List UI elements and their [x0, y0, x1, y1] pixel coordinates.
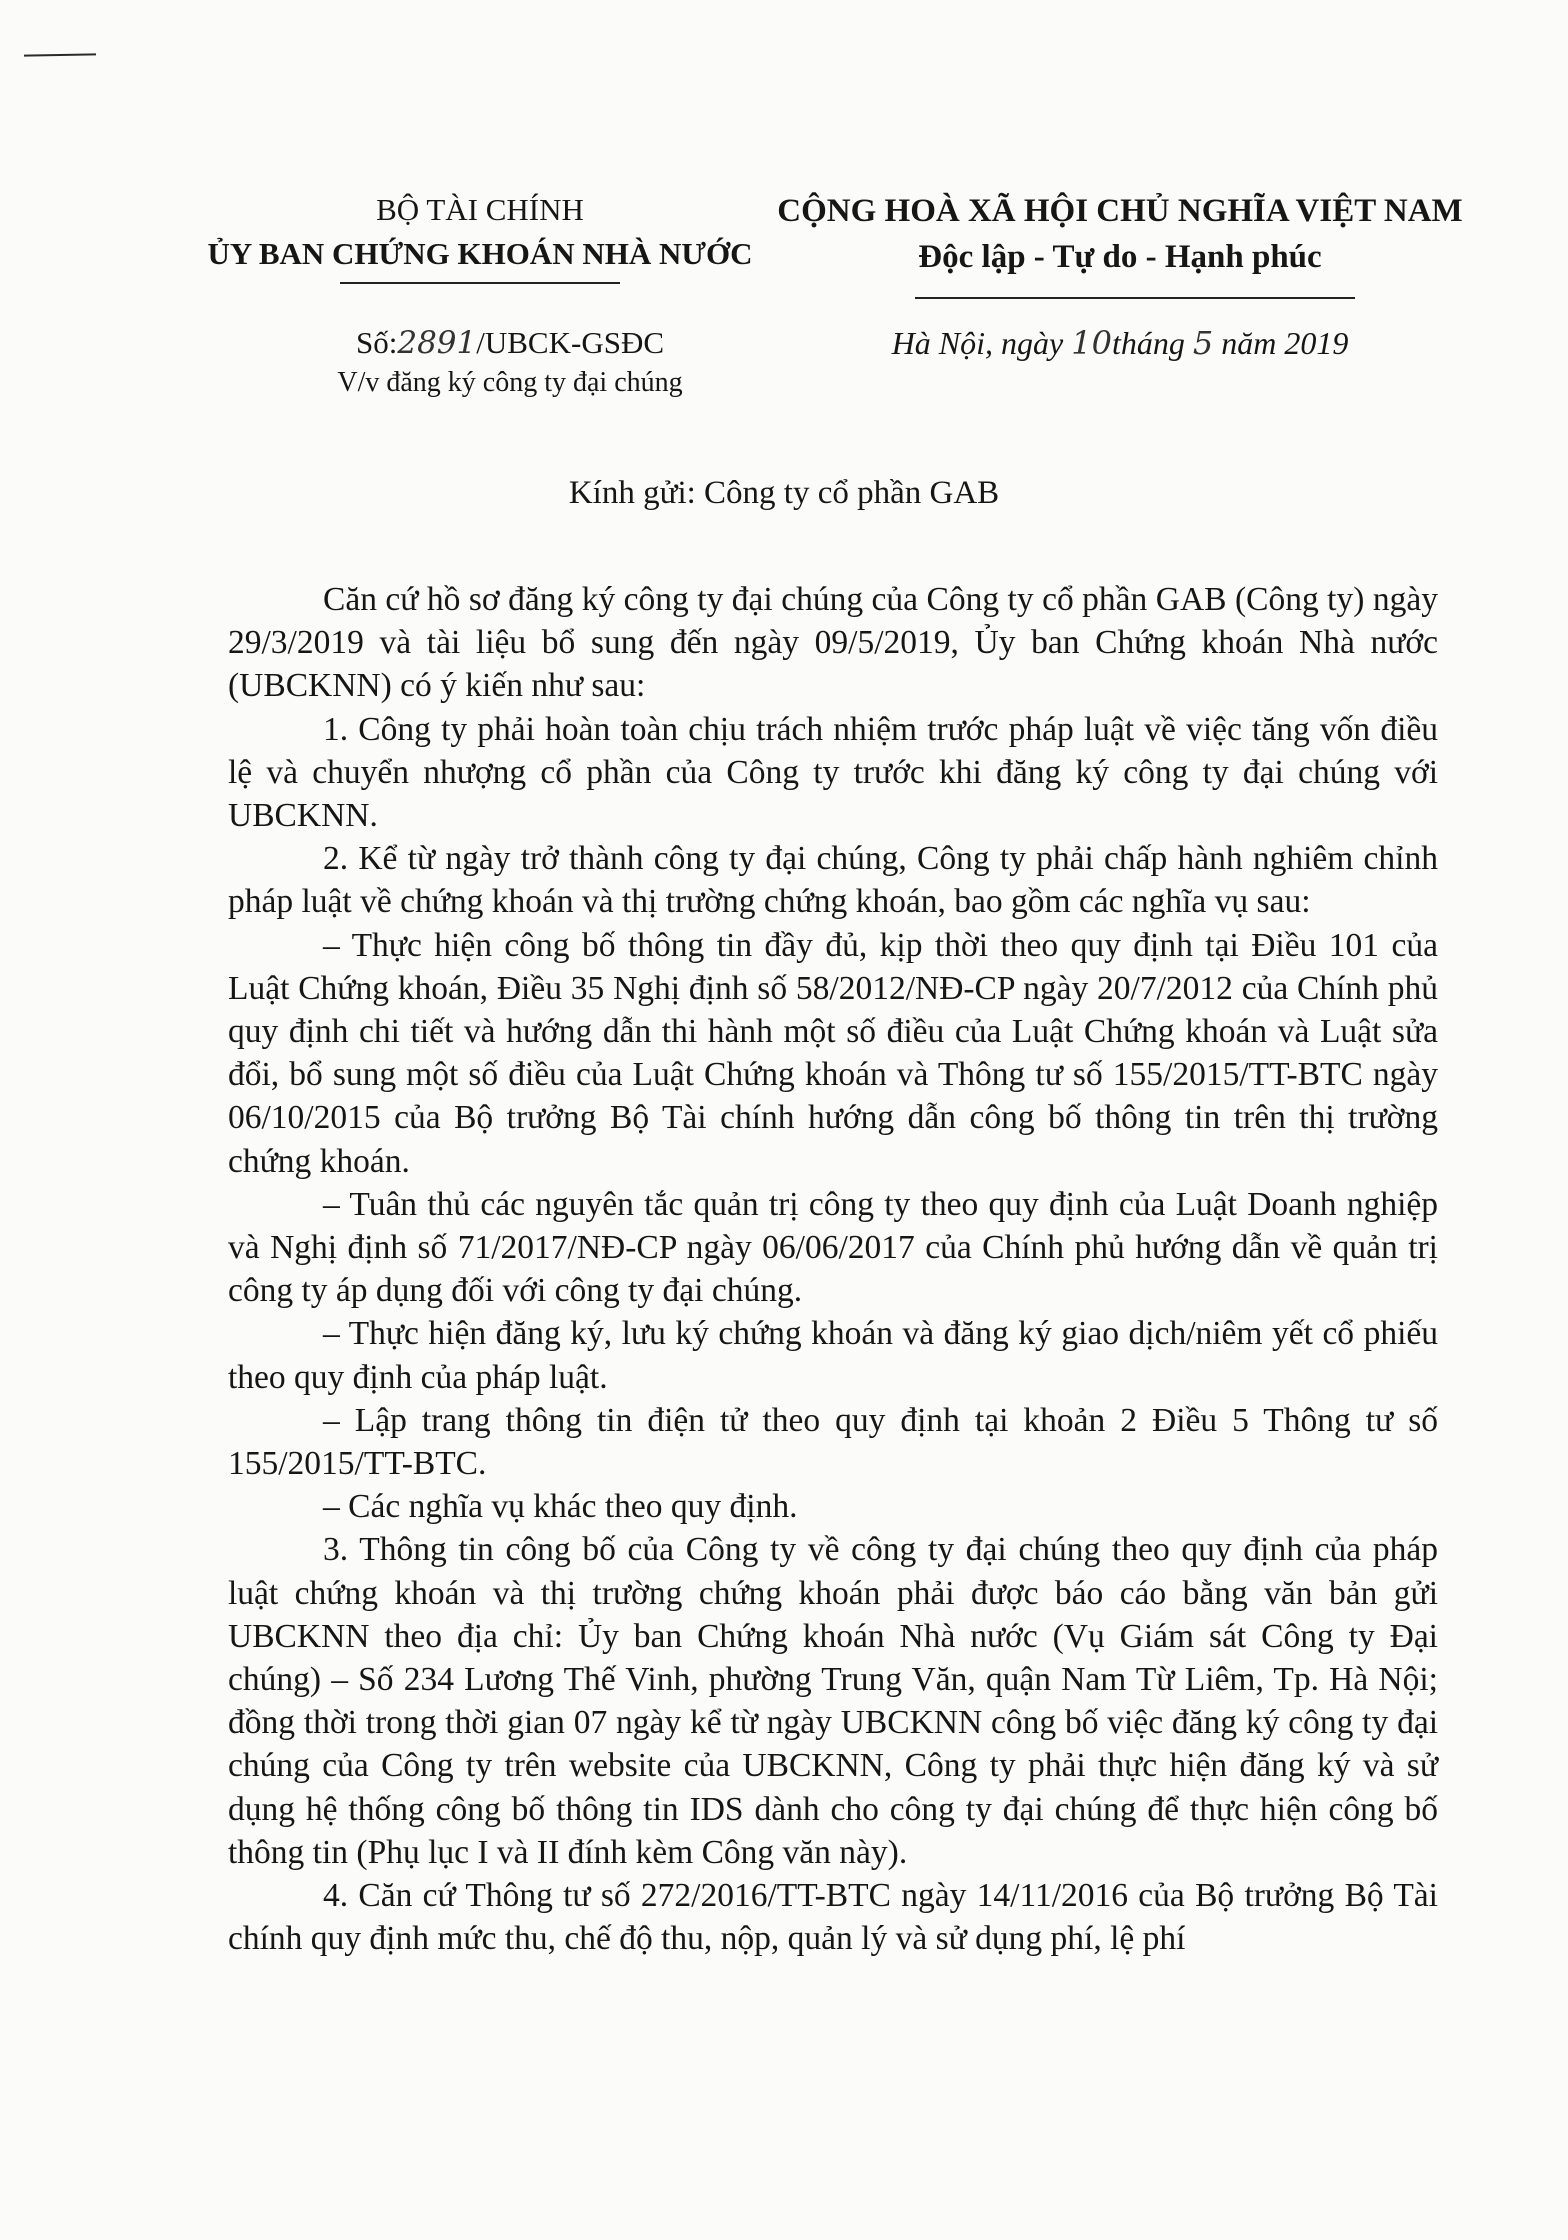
- handwritten-number: 2891: [397, 325, 477, 361]
- item-2-paragraph: 2. Kể từ ngày trở thành công ty đại chúng, Công ty phải chấp hành nghiêm chỉnh pháp luật về chứng khoán và thị trường chứng khoán, bao gồm các nghĩa vụ sau:: [228, 840, 1438, 921]
- document-number: [240, 322, 780, 364]
- date-year: năm 2019: [1221, 325, 1349, 361]
- intro-paragraph: Căn cứ hồ sơ đăng ký công ty đại chúng của Công ty cổ phần GAB (Công ty) ngày 29/3/2019 và tài liệu bổ sung đến ngày 09/5/2019, Ủy ban Chứng khoán Nhà nước (UBCKNN) có ý kiến như sau:: [228, 581, 1438, 705]
- date-month: 5: [1192, 324, 1214, 362]
- number-suffix: /UBCK-GSĐC: [476, 325, 665, 360]
- obligation-other: – Các nghĩa vụ khác theo quy định.: [323, 1488, 798, 1526]
- obligation-disclosure: – Thực hiện công bố thông tin đầy đủ, kịp thời theo quy định tại Điều 101 của Luật Chứng khoán, Điều 35 Nghị định số 58/2012/NĐ-CP ngày 20/7/2012 của Chính phủ quy định chi tiết và hướng dẫn thi hành một số điều của Luật Chứng khoán và Luật sửa đổi, bổ sung một số điều của Luật Chứng khoán và Thông tư số 155/2015/TT-BTC ngày 06/10/2015 của Bộ trưởng Bộ Tài chính hướng dẫn công bố thông tin trên thị trường chứng khoán.: [228, 926, 1438, 1180]
- recipient-greeting: Kính gửi: Công ty cổ phần GAB: [568, 475, 1000, 511]
- document-subject: V/v đăng ký công ty đại chúng: [337, 367, 683, 398]
- number-prefix: Số:: [355, 325, 398, 360]
- obligation-website: – Lập trang thông tin điện tử theo quy định tại khoản 2 Điều 5 Thông tư số 155/2015/TT-BTC.: [228, 1401, 1438, 1483]
- country-name: CỘNG HOÀ XÃ HỘI CHỦ NGHĨA VIỆT NAM: [777, 193, 1463, 229]
- reference-block: [240, 322, 780, 402]
- item-1-paragraph: 1. Công ty phải hoàn toàn chịu trách nhiệm trước pháp luật về việc tăng vốn điều lệ và chuyển nhượng cổ phần của Công ty trước khi đăng ký công ty đại chúng với UBCKNN.: [228, 710, 1438, 835]
- national-motto: Độc lập - Tự do - Hạnh phúc: [918, 239, 1322, 275]
- obligation-registration: – Thực hiện đăng ký, lưu ký chứng khoán và đăng ký giao dịch/niêm yết cổ phiếu theo quy định của pháp luật.: [228, 1315, 1438, 1396]
- national-header: [770, 188, 1470, 280]
- date-month-word: tháng: [1111, 325, 1185, 361]
- header-divider-right: [915, 297, 1355, 299]
- margin-mark: [24, 53, 96, 56]
- ministry-name: BỘ TÀI CHÍNH: [376, 192, 584, 227]
- item-4-paragraph: 4. Căn cứ Thông tư số 272/2016/TT-BTC ngày 14/11/2016 của Bộ trưởng Bộ Tài chính quy định mức thu, chế độ thu, nộp, quản lý và sử dụng phí, lệ phí: [228, 1877, 1438, 1958]
- obligation-governance: – Tuân thủ các nguyên tắc quản trị công ty theo quy định của Luật Doanh nghiệp và Nghị định số 71/2017/NĐ-CP ngày 06/06/2017 của Chính phủ hướng dẫn về quản trị công ty áp dụng đối với công ty đại chúng.: [228, 1185, 1438, 1310]
- agency-name: ỦY BAN CHỨNG KHOÁN NHÀ NƯỚC: [207, 236, 753, 271]
- date-place: Hà Nội, ngày: [891, 325, 1064, 361]
- date-day: 10: [1071, 324, 1112, 362]
- issue-date: [800, 322, 1440, 364]
- item-3-paragraph: 3. Thông tin công bố của Công ty về công ty đại chúng theo quy định của pháp luật chứng khoán và thị trường chứng khoán phải được báo cáo bằng văn bản gửi UBCKNN theo địa chỉ: Ủy ban Chứng khoán Nhà nước (Vụ Giám sát Công ty Đại chúng) – Số 234 Lương Thế Vinh, phường Trung Văn, quận Nam Từ Liêm, Tp. Hà Nội; đồng thời trong thời gian 07 ngày kể từ ngày UBCKNN công bố việc đăng ký công ty đại chúng của Công ty trên website của UBCKNN, Công ty phải thực hiện đăng ký và sử dụng hệ thống công bố thông tin IDS dành cho công ty đại chúng để thực hiện công bố thông tin (Phụ lục I và II đính kèm Công văn này).: [228, 1531, 1438, 1871]
- letter-body: [228, 578, 1438, 1961]
- issuer-header: [180, 188, 780, 276]
- header-divider-left: [340, 282, 620, 284]
